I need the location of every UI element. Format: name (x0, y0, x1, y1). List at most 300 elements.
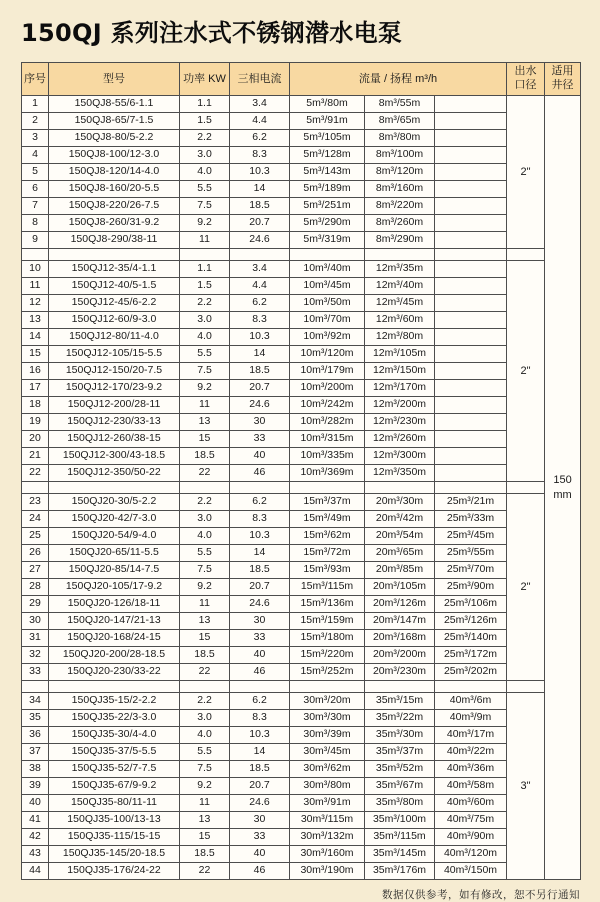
cell-power-kw: 1.5 (180, 113, 230, 130)
well-diameter-value-line1: 150 (553, 473, 572, 486)
cell-flow-head-2: 35m³/37m (365, 744, 435, 761)
cell-model: 150QJ8-55/6-1.1 (49, 96, 180, 113)
spec-row (22, 181, 581, 198)
cell-flow-head-2: 20m³/54m (365, 528, 435, 545)
cell-model: 150QJ20-85/14-7.5 (49, 562, 180, 579)
cell-index: 4 (22, 147, 49, 164)
spec-row (22, 846, 581, 863)
cell-flow-head-3: 25m³/172m (435, 647, 507, 664)
cell-flow-head-1: 5m³/319m (290, 232, 365, 249)
cell-model: 150QJ20-30/5-2.2 (49, 494, 180, 511)
cell-current: 33 (230, 630, 290, 647)
col-header-current: 三相电流 (230, 63, 290, 96)
spec-row (22, 261, 581, 278)
cell-flow-head-1: 10m³/242m (290, 397, 365, 414)
cell-flow-head-3 (435, 380, 507, 397)
spec-row (22, 198, 581, 215)
spec-row (22, 96, 581, 113)
cell-current: 10.3 (230, 528, 290, 545)
cell-current: 20.7 (230, 380, 290, 397)
cell-flow-head-2: 8m³/160m (365, 181, 435, 198)
cell-flow-head-2: 12m³/105m (365, 346, 435, 363)
empty-cell (49, 249, 180, 261)
cell-power-kw: 2.2 (180, 130, 230, 147)
cell-power-kw: 5.5 (180, 346, 230, 363)
cell-model: 150QJ12-170/23-9.2 (49, 380, 180, 397)
cell-current: 40 (230, 846, 290, 863)
spec-row (22, 562, 581, 579)
cell-flow-head-3 (435, 113, 507, 130)
cell-model: 150QJ8-160/20-5.5 (49, 181, 180, 198)
cell-flow-head-1: 30m³/132m (290, 829, 365, 846)
cell-index: 17 (22, 380, 49, 397)
cell-model: 150QJ35-30/4-4.0 (49, 727, 180, 744)
cell-flow-head-1: 30m³/20m (290, 693, 365, 710)
cell-model: 150QJ35-115/15-15 (49, 829, 180, 846)
cell-current: 24.6 (230, 795, 290, 812)
cell-current: 14 (230, 346, 290, 363)
cell-power-kw: 7.5 (180, 761, 230, 778)
cell-model: 150QJ12-230/33-13 (49, 414, 180, 431)
cell-power-kw: 5.5 (180, 545, 230, 562)
cell-current: 18.5 (230, 761, 290, 778)
cell-model: 150QJ12-80/11-4.0 (49, 329, 180, 346)
cell-model: 150QJ35-15/2-2.2 (49, 693, 180, 710)
pump-spec-table (21, 62, 581, 880)
cell-flow-head-2: 35m³/52m (365, 761, 435, 778)
cell-flow-head-1: 10m³/45m (290, 278, 365, 295)
cell-model: 150QJ12-60/9-3.0 (49, 312, 180, 329)
spec-row (22, 431, 581, 448)
spec-row (22, 147, 581, 164)
spec-row (22, 363, 581, 380)
cell-flow-head-3: 40m³/120m (435, 846, 507, 863)
cell-model: 150QJ20-105/17-9.2 (49, 579, 180, 596)
cell-model: 150QJ20-200/28-18.5 (49, 647, 180, 664)
cell-flow-head-1: 15m³/159m (290, 613, 365, 630)
cell-flow-head-1: 30m³/39m (290, 727, 365, 744)
spec-row (22, 710, 581, 727)
cell-index: 7 (22, 198, 49, 215)
empty-cell (230, 681, 290, 693)
cell-power-kw: 11 (180, 795, 230, 812)
cell-flow-head-3: 25m³/55m (435, 545, 507, 562)
empty-cell (180, 681, 230, 693)
cell-flow-head-2: 35m³/30m (365, 727, 435, 744)
spec-row (22, 545, 581, 562)
cell-power-kw: 15 (180, 431, 230, 448)
cell-current: 6.2 (230, 130, 290, 147)
empty-cell (290, 249, 365, 261)
spec-row (22, 647, 581, 664)
cell-flow-head-1: 15m³/115m (290, 579, 365, 596)
cell-current: 6.2 (230, 494, 290, 511)
cell-flow-head-3 (435, 130, 507, 147)
cell-index: 27 (22, 562, 49, 579)
cell-flow-head-2: 20m³/230m (365, 664, 435, 681)
cell-index: 13 (22, 312, 49, 329)
cell-flow-head-3 (435, 431, 507, 448)
cell-model: 150QJ35-145/20-18.5 (49, 846, 180, 863)
cell-flow-head-3 (435, 448, 507, 465)
cell-model: 150QJ35-52/7-7.5 (49, 761, 180, 778)
spec-row (22, 414, 581, 431)
cell-flow-head-3: 40m³/9m (435, 710, 507, 727)
cell-model: 150QJ20-126/18-11 (49, 596, 180, 613)
cell-flow-head-2: 20m³/42m (365, 511, 435, 528)
cell-power-kw: 22 (180, 465, 230, 482)
spec-row (22, 778, 581, 795)
cell-index: 1 (22, 96, 49, 113)
cell-current: 18.5 (230, 198, 290, 215)
cell-index: 31 (22, 630, 49, 647)
cell-index: 44 (22, 863, 49, 880)
spec-row (22, 528, 581, 545)
cell-flow-head-3: 40m³/58m (435, 778, 507, 795)
cell-flow-head-2: 8m³/120m (365, 164, 435, 181)
cell-current: 14 (230, 545, 290, 562)
cell-flow-head-3 (435, 363, 507, 380)
cell-flow-head-1: 15m³/180m (290, 630, 365, 647)
cell-flow-head-3 (435, 232, 507, 249)
cell-flow-head-1: 10m³/92m (290, 329, 365, 346)
cell-model: 150QJ8-65/7-1.5 (49, 113, 180, 130)
cell-flow-head-2: 35m³/100m (365, 812, 435, 829)
cell-flow-head-1: 30m³/190m (290, 863, 365, 880)
cell-flow-head-2: 35m³/15m (365, 693, 435, 710)
header-row (22, 63, 581, 96)
cell-flow-head-2: 12m³/200m (365, 397, 435, 414)
cell-flow-head-3 (435, 397, 507, 414)
col-header-well-line1: 适用 (551, 65, 574, 78)
cell-model: 150QJ8-80/5-2.2 (49, 130, 180, 147)
empty-cell (290, 681, 365, 693)
cell-flow-head-1: 5m³/91m (290, 113, 365, 130)
cell-index: 12 (22, 295, 49, 312)
cell-current: 10.3 (230, 164, 290, 181)
cell-power-kw: 3.0 (180, 710, 230, 727)
cell-flow-head-1: 5m³/128m (290, 147, 365, 164)
cell-index: 16 (22, 363, 49, 380)
cell-index: 29 (22, 596, 49, 613)
empty-cell (507, 482, 545, 494)
cell-current: 30 (230, 414, 290, 431)
cell-flow-head-2: 12m³/170m (365, 380, 435, 397)
cell-index: 6 (22, 181, 49, 198)
cell-model: 150QJ8-260/31-9.2 (49, 215, 180, 232)
outlet-diameter-cell: 2" (507, 96, 545, 249)
col-header-outlet-line2: 口径 (514, 79, 537, 91)
cell-index: 9 (22, 232, 49, 249)
cell-model: 150QJ12-260/38-15 (49, 431, 180, 448)
cell-flow-head-2: 20m³/65m (365, 545, 435, 562)
cell-current: 46 (230, 664, 290, 681)
cell-index: 35 (22, 710, 49, 727)
cell-current: 8.3 (230, 147, 290, 164)
cell-flow-head-2: 12m³/45m (365, 295, 435, 312)
outlet-diameter-cell: 3" (507, 693, 545, 880)
empty-cell (435, 482, 507, 494)
cell-current: 4.4 (230, 278, 290, 295)
spec-row (22, 448, 581, 465)
cell-flow-head-3: 25m³/140m (435, 630, 507, 647)
cell-model: 150QJ12-45/6-2.2 (49, 295, 180, 312)
empty-cell (435, 249, 507, 261)
cell-model: 150QJ12-40/5-1.5 (49, 278, 180, 295)
cell-flow-head-1: 15m³/252m (290, 664, 365, 681)
cell-index: 22 (22, 465, 49, 482)
empty-cell (507, 249, 545, 261)
cell-flow-head-2: 8m³/100m (365, 147, 435, 164)
cell-model: 150QJ20-65/11-5.5 (49, 545, 180, 562)
spec-row (22, 795, 581, 812)
cell-model: 150QJ20-54/9-4.0 (49, 528, 180, 545)
cell-model: 150QJ8-100/12-3.0 (49, 147, 180, 164)
cell-flow-head-3: 25m³/33m (435, 511, 507, 528)
cell-index: 18 (22, 397, 49, 414)
cell-index: 15 (22, 346, 49, 363)
cell-index: 25 (22, 528, 49, 545)
cell-flow-head-2: 12m³/300m (365, 448, 435, 465)
cell-flow-head-1: 15m³/220m (290, 647, 365, 664)
cell-power-kw: 1.5 (180, 278, 230, 295)
cell-flow-head-3: 40m³/17m (435, 727, 507, 744)
cell-flow-head-1: 5m³/251m (290, 198, 365, 215)
cell-index: 23 (22, 494, 49, 511)
cell-model: 150QJ20-42/7-3.0 (49, 511, 180, 528)
cell-model: 150QJ20-147/21-13 (49, 613, 180, 630)
spec-row (22, 761, 581, 778)
cell-current: 33 (230, 829, 290, 846)
cell-power-kw: 9.2 (180, 778, 230, 795)
cell-flow-head-1: 15m³/49m (290, 511, 365, 528)
cell-flow-head-3 (435, 181, 507, 198)
cell-current: 40 (230, 448, 290, 465)
cell-flow-head-2: 12m³/260m (365, 431, 435, 448)
cell-index: 43 (22, 846, 49, 863)
cell-model: 150QJ20-168/24-15 (49, 630, 180, 647)
cell-flow-head-3: 25m³/202m (435, 664, 507, 681)
cell-index: 36 (22, 727, 49, 744)
cell-index: 19 (22, 414, 49, 431)
cell-power-kw: 15 (180, 829, 230, 846)
cell-flow-head-2: 35m³/22m (365, 710, 435, 727)
col-header-outlet-line1: 出水 (514, 65, 537, 78)
cell-index: 14 (22, 329, 49, 346)
cell-flow-head-1: 5m³/143m (290, 164, 365, 181)
col-header-well (545, 63, 581, 96)
cell-current: 4.4 (230, 113, 290, 130)
col-header-model: 型号 (49, 63, 180, 96)
cell-flow-head-2: 20m³/168m (365, 630, 435, 647)
spec-row (22, 579, 581, 596)
cell-index: 3 (22, 130, 49, 147)
col-header-flow-head: 流量 / 扬程 m³/h (290, 63, 507, 96)
spec-row (22, 164, 581, 181)
cell-flow-head-3 (435, 346, 507, 363)
empty-cell (230, 249, 290, 261)
spec-row (22, 744, 581, 761)
cell-flow-head-1: 15m³/37m (290, 494, 365, 511)
cell-model: 150QJ12-105/15-5.5 (49, 346, 180, 363)
spec-row (22, 295, 581, 312)
cell-power-kw: 2.2 (180, 494, 230, 511)
spec-row (22, 329, 581, 346)
cell-flow-head-1: 15m³/72m (290, 545, 365, 562)
cell-flow-head-2: 8m³/65m (365, 113, 435, 130)
cell-power-kw: 2.2 (180, 693, 230, 710)
cell-current: 3.4 (230, 261, 290, 278)
empty-cell (365, 482, 435, 494)
cell-flow-head-2: 8m³/260m (365, 215, 435, 232)
cell-current: 10.3 (230, 329, 290, 346)
spec-row (22, 215, 581, 232)
cell-flow-head-2: 35m³/145m (365, 846, 435, 863)
cell-flow-head-3 (435, 465, 507, 482)
cell-flow-head-3 (435, 312, 507, 329)
cell-current: 46 (230, 863, 290, 880)
cell-current: 10.3 (230, 727, 290, 744)
cell-flow-head-1: 5m³/80m (290, 96, 365, 113)
page-title: 150QJ 系列注水式不锈钢潜水电泵 (21, 19, 403, 47)
empty-cell (290, 482, 365, 494)
spec-row (22, 613, 581, 630)
cell-current: 20.7 (230, 778, 290, 795)
cell-power-kw: 11 (180, 397, 230, 414)
cell-flow-head-2: 35m³/80m (365, 795, 435, 812)
cell-current: 33 (230, 431, 290, 448)
cell-flow-head-3 (435, 198, 507, 215)
cell-flow-head-2: 12m³/60m (365, 312, 435, 329)
cell-current: 18.5 (230, 562, 290, 579)
cell-power-kw: 18.5 (180, 647, 230, 664)
spec-row (22, 380, 581, 397)
spec-row (22, 664, 581, 681)
cell-flow-head-3: 40m³/6m (435, 693, 507, 710)
cell-flow-head-3 (435, 261, 507, 278)
spec-row (22, 232, 581, 249)
cell-flow-head-1: 5m³/290m (290, 215, 365, 232)
cell-flow-head-3: 40m³/150m (435, 863, 507, 880)
cell-flow-head-2: 8m³/55m (365, 96, 435, 113)
empty-cell (22, 681, 49, 693)
cell-flow-head-2: 35m³/67m (365, 778, 435, 795)
cell-flow-head-3 (435, 278, 507, 295)
cell-flow-head-2: 12m³/35m (365, 261, 435, 278)
cell-index: 37 (22, 744, 49, 761)
cell-power-kw: 4.0 (180, 329, 230, 346)
cell-power-kw: 18.5 (180, 448, 230, 465)
cell-flow-head-2: 20m³/105m (365, 579, 435, 596)
well-diameter-value-line2: mm (553, 488, 572, 501)
cell-power-kw: 3.0 (180, 511, 230, 528)
cell-index: 34 (22, 693, 49, 710)
cell-power-kw: 9.2 (180, 215, 230, 232)
spec-row (22, 812, 581, 829)
cell-flow-head-2: 20m³/85m (365, 562, 435, 579)
cell-model: 150QJ35-37/5-5.5 (49, 744, 180, 761)
cell-model: 150QJ8-220/26-7.5 (49, 198, 180, 215)
cell-flow-head-1: 10m³/315m (290, 431, 365, 448)
spec-table-body (22, 96, 581, 880)
cell-flow-head-2: 20m³/147m (365, 613, 435, 630)
empty-cell (22, 482, 49, 494)
cell-index: 41 (22, 812, 49, 829)
section-spacer-row (22, 482, 581, 494)
cell-power-kw: 5.5 (180, 181, 230, 198)
spec-row (22, 130, 581, 147)
empty-cell (180, 482, 230, 494)
cell-current: 14 (230, 181, 290, 198)
cell-current: 46 (230, 465, 290, 482)
disclaimer-note: 数据仅供参考，如有修改，恕不另行通知 (382, 889, 580, 901)
cell-flow-head-2: 8m³/220m (365, 198, 435, 215)
empty-cell (365, 681, 435, 693)
cell-flow-head-3: 25m³/70m (435, 562, 507, 579)
cell-flow-head-2: 20m³/126m (365, 596, 435, 613)
cell-current: 8.3 (230, 511, 290, 528)
cell-flow-head-1: 5m³/105m (290, 130, 365, 147)
spec-row (22, 630, 581, 647)
cell-current: 8.3 (230, 312, 290, 329)
spec-row (22, 465, 581, 482)
cell-flow-head-3: 40m³/60m (435, 795, 507, 812)
cell-model: 150QJ20-230/33-22 (49, 664, 180, 681)
spec-row (22, 312, 581, 329)
cell-index: 42 (22, 829, 49, 846)
spec-row (22, 727, 581, 744)
spec-row (22, 829, 581, 846)
spec-row (22, 113, 581, 130)
cell-flow-head-1: 15m³/136m (290, 596, 365, 613)
cell-flow-head-3: 25m³/106m (435, 596, 507, 613)
cell-flow-head-1: 30m³/62m (290, 761, 365, 778)
cell-power-kw: 4.0 (180, 164, 230, 181)
section-spacer-row (22, 681, 581, 693)
well-diameter-cell (545, 96, 581, 880)
cell-index: 20 (22, 431, 49, 448)
cell-power-kw: 1.1 (180, 261, 230, 278)
cell-current: 20.7 (230, 579, 290, 596)
cell-flow-head-3: 40m³/90m (435, 829, 507, 846)
cell-flow-head-3 (435, 215, 507, 232)
cell-flow-head-2: 35m³/176m (365, 863, 435, 880)
col-header-outlet (507, 63, 545, 96)
cell-flow-head-1: 30m³/115m (290, 812, 365, 829)
cell-current: 6.2 (230, 295, 290, 312)
spec-row (22, 346, 581, 363)
spec-row (22, 693, 581, 710)
cell-index: 30 (22, 613, 49, 630)
empty-cell (180, 249, 230, 261)
cell-flow-head-2: 35m³/115m (365, 829, 435, 846)
empty-cell (365, 249, 435, 261)
cell-flow-head-3: 40m³/75m (435, 812, 507, 829)
cell-power-kw: 11 (180, 596, 230, 613)
cell-flow-head-3 (435, 96, 507, 113)
cell-index: 32 (22, 647, 49, 664)
cell-index: 38 (22, 761, 49, 778)
cell-current: 20.7 (230, 215, 290, 232)
cell-flow-head-2: 12m³/350m (365, 465, 435, 482)
cell-model: 150QJ12-300/43-18.5 (49, 448, 180, 465)
cell-flow-head-1: 10m³/120m (290, 346, 365, 363)
cell-model: 150QJ35-67/9-9.2 (49, 778, 180, 795)
cell-flow-head-1: 10m³/335m (290, 448, 365, 465)
cell-power-kw: 1.1 (180, 96, 230, 113)
spec-row (22, 397, 581, 414)
cell-power-kw: 9.2 (180, 380, 230, 397)
